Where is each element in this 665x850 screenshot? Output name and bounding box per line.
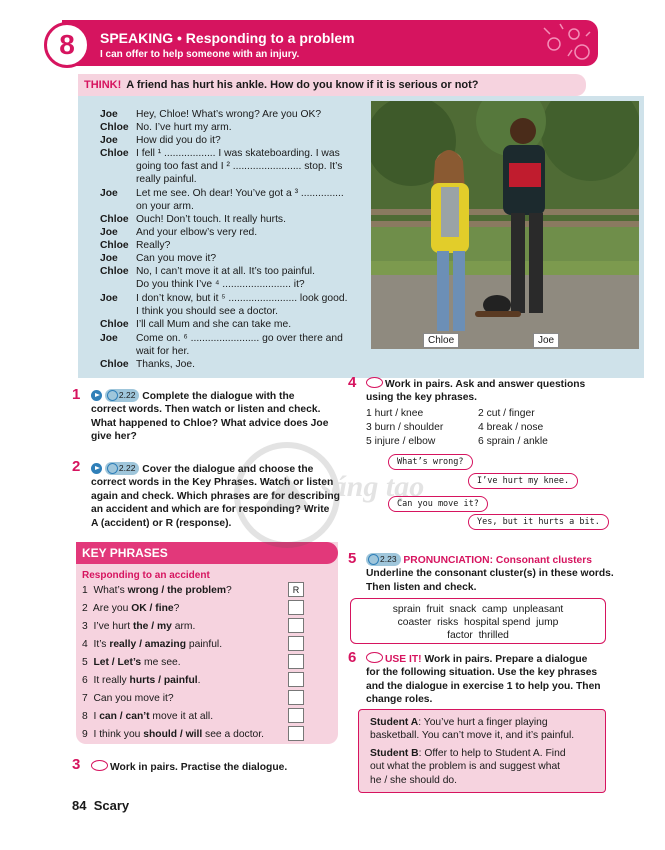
- exercise-5-instructions: 2.23 PRONUNCIATION: Consonant clusters Underline the consonant cluster(s) in these words. Then listen and check.: [366, 554, 614, 593]
- dialogue-line: Joe And your elbow’s very red.: [100, 227, 258, 238]
- pair-item: 1 hurt / knee: [366, 408, 424, 419]
- page-footer: [72, 798, 129, 813]
- unit-number: 8: [59, 29, 75, 60]
- key-phrase-item: 9 I think you should / will see a doctor.: [82, 729, 265, 740]
- dialogue-line: Joe Come on. ⁶ ........................ go over there and: [100, 333, 343, 344]
- answer-box[interactable]: R: [288, 582, 304, 597]
- exercise-6-number: 6: [348, 649, 357, 666]
- photo-label-joe: Joe: [533, 333, 559, 348]
- exercise-6-instructions: USE IT! Work in pairs. Prepare a dialogue for the following situation. Use the key phrases and the dialogue in exercise 1 to help you. Then change roles.: [366, 654, 601, 706]
- answer-box[interactable]: [288, 636, 304, 651]
- dialogue-line: Joe Can you move it?: [100, 253, 217, 264]
- dialogue-continuation: wait for her.: [136, 346, 190, 357]
- lesson-subtitle: I can offer to help someone with an injury.: [100, 49, 300, 60]
- pair-item: 4 break / nose: [478, 422, 544, 433]
- think-label: THINK!: [84, 79, 122, 91]
- answer-box[interactable]: [288, 600, 304, 615]
- dialogue-line: Chloe Ouch! Don’t touch. It really hurts.: [100, 214, 286, 225]
- word-line: sprain fruit snack camp unpleasant: [392, 604, 564, 615]
- dialogue-continuation: on your arm.: [136, 201, 194, 212]
- speech-bubble-icon: [91, 760, 108, 771]
- unit-badge: [44, 22, 90, 68]
- watermark-text: sáng tạo: [320, 470, 425, 503]
- dialogue-continuation: I think you should see a doctor.: [136, 306, 278, 317]
- word-line: factor thrilled: [447, 630, 509, 641]
- dialogue-line: Chloe No, I can’t move it at all. It’s too painful.: [100, 266, 315, 277]
- exercise-3-number: 3: [72, 756, 81, 773]
- key-phrase-item: 1 What’s wrong / the problem?: [82, 585, 232, 596]
- exercise-1-number: 1: [72, 386, 81, 403]
- key-phrase-item: 6 It really hurts / painful.: [82, 675, 201, 686]
- dialogue-line: Chloe Thanks, Joe.: [100, 359, 195, 370]
- exercise-2-number: 2: [72, 458, 81, 475]
- pair-item: 3 burn / shoulder: [366, 422, 444, 433]
- exercise-4-number: 4: [348, 374, 357, 391]
- exercise-3-instructions: Work in pairs. Practise the dialogue.: [91, 760, 287, 774]
- dialogue-continuation: going too fast and I ² ........................ stop. It’s: [136, 161, 343, 172]
- answer-box[interactable]: [288, 618, 304, 633]
- speech-bubble-icon: [366, 652, 383, 663]
- dialogue-continuation: really painful.: [136, 174, 197, 185]
- key-phrase-item: 5 Let / Let’s me see.: [82, 657, 181, 668]
- answer-box[interactable]: [288, 690, 304, 705]
- answer-box[interactable]: [288, 654, 304, 669]
- answer-box[interactable]: [288, 726, 304, 741]
- key-phrase-item: 2 Are you OK / fine?: [82, 603, 180, 614]
- exercise-2-instructions: 2.22 Cover the dialogue and choose the correct words in the Key Phrases. Watch or listen again and check. Which phrases are for describing an accident and which are for responding? Write A (accident) or R (response).: [91, 463, 340, 529]
- think-bar: [78, 74, 586, 96]
- dialogue-line: Chloe Really?: [100, 240, 171, 251]
- video-play-icon[interactable]: [91, 463, 102, 474]
- audio-track-badge[interactable]: 2.22: [105, 389, 140, 402]
- key-phrases-title: KEY PHRASES: [82, 546, 168, 560]
- key-phrase-item: 4 It’s really / amazing painful.: [82, 639, 223, 650]
- scene-photo: [371, 101, 639, 349]
- student-b-card: Student B: Offer to help to Student A. Find out what the problem is and suggest what he / she should do.: [370, 748, 566, 786]
- photo-label-chloe: Chloe: [423, 333, 459, 348]
- key-phrases-subtitle: Responding to an accident: [82, 570, 210, 581]
- word-line: coaster risks hospital spend jump: [397, 617, 559, 628]
- key-phrase-item: 8 I can / can’t move it at all.: [82, 711, 214, 722]
- audio-track-badge[interactable]: 2.22: [105, 462, 140, 475]
- speech-bubble: Yes, but it hurts a bit.: [468, 514, 609, 530]
- dialogue-line: Chloe I fell ¹ .................. I was skateboarding. I was: [100, 148, 340, 159]
- answer-box[interactable]: [288, 672, 304, 687]
- title-bold: SPEAKING: [100, 30, 174, 46]
- speech-bubble-icon: [366, 377, 383, 388]
- page-number: 84: [72, 798, 87, 813]
- pair-item: 5 injure / elbow: [366, 436, 436, 447]
- park-scene-illustration: [371, 101, 639, 349]
- key-phrase-item: 7 Can you move it?: [82, 693, 174, 704]
- title-rest: • Responding to a problem: [173, 30, 355, 46]
- student-a-card: Student A: You’ve hurt a finger playing basketball. You can’t move it, and it’s painful.: [370, 717, 575, 742]
- dialogue-continuation: Do you think I’ve ⁴ ........................ it?: [136, 279, 305, 290]
- speech-bubble: What’s wrong?: [388, 454, 473, 470]
- pair-item: 6 sprain / ankle: [478, 436, 548, 447]
- video-play-icon[interactable]: [91, 390, 102, 401]
- lesson-title: [100, 30, 355, 46]
- exercise-4-instructions: Work in pairs. Ask and answer questions using the key phrases.: [366, 379, 586, 404]
- audio-track-badge[interactable]: 2.23: [366, 553, 401, 566]
- speech-bubble: I’ve hurt my knee.: [468, 473, 578, 489]
- speech-bubble: Can you move it?: [388, 496, 488, 512]
- dialogue-line: Joe Hey, Chloe! What’s wrong? Are you OK?: [100, 109, 322, 120]
- dialogue-line: Joe Let me see. Oh dear! You’ve got a ³ ...............: [100, 188, 344, 199]
- dialogue-line: Joe I don’t know, but it ⁵ ........................ look good.: [100, 293, 348, 304]
- exercise-1-instructions: 2.22 Complete the dialogue with the correct words. Then watch or listen and check. What happened to Chloe? What advice does Joe give her?: [91, 390, 329, 443]
- dialogue-line: Joe How did you do it?: [100, 135, 221, 146]
- header-decoration-icon: [540, 22, 596, 66]
- pair-item: 2 cut / finger: [478, 408, 535, 419]
- key-phrase-item: 3 I’ve hurt the / my arm.: [82, 621, 196, 632]
- dialogue-line: Chloe No. I’ve hurt my arm.: [100, 122, 232, 133]
- dialogue-line: Chloe I’ll call Mum and she can take me.: [100, 319, 292, 330]
- think-text: A friend has hurt his ankle. How do you know if it is serious or not?: [126, 79, 479, 91]
- answer-box[interactable]: [288, 708, 304, 723]
- exercise-5-number: 5: [348, 550, 357, 567]
- section-name: Scary: [93, 798, 130, 813]
